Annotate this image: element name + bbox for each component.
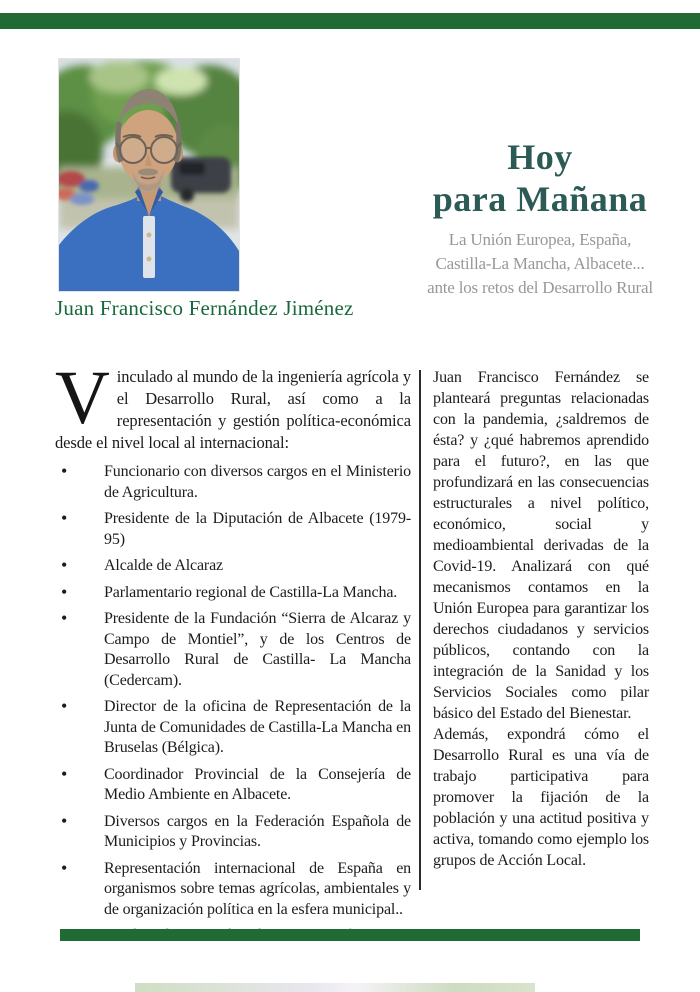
top-green-rule	[0, 13, 700, 29]
bullet-icon: •	[61, 608, 68, 628]
list-item	[55, 859, 411, 921]
list-item-text: Alcalde de Alcaraz	[104, 557, 224, 574]
bullet-icon: •	[61, 810, 68, 831]
list-item-text: Director de la oficina de Representación de la Junta de Comunidades de Castilla-La Mancha en Bruselas (Bélgica).	[104, 698, 411, 756]
list-item	[55, 765, 411, 806]
list-item	[55, 697, 411, 759]
event-title-line-1: Hoy	[507, 137, 573, 177]
event-subtitle	[398, 228, 682, 300]
intro-text: inculado al mundo de la ingeniería agrícola y el Desarrollo Rural, así como a la representación y gestión política-económica desde el nivel local al internacional:	[55, 367, 411, 452]
event-title-block	[398, 136, 682, 300]
bottom-green-rule	[60, 929, 640, 941]
photo-caption: Juan Francisco Fernández Jiménez	[55, 296, 354, 320]
portrait-photo-illustration	[59, 59, 239, 291]
intro-paragraph	[55, 356, 411, 454]
list-item	[55, 509, 411, 550]
column-divider	[419, 370, 421, 890]
right-column-paragraph-1: Juan Francisco Fernández se planteará preguntas relacionadas con la pandemia, ¿saldremos de ésta? y ¿qué habremos aprendido para el futuro?, en las que profundizará en las consecuencias estructurales a nivel político, económico, social y medioambiental derivadas de la Covid-19. Analizará con qué mecanismos contamos en la Unión Europea para garantizar los derechos ciudadanos y servicios públicos, contando con la integración de la Sanidad y los Servicios Sociales como pilar básico del Estado del Bienestar.	[433, 369, 649, 722]
list-item	[55, 812, 411, 853]
event-subtitle-line-3: ante los retos del Desarrollo Rural	[427, 278, 653, 297]
bottom-gradient-rule	[135, 983, 535, 992]
bullet-icon: •	[61, 857, 68, 878]
bullet-icon: •	[61, 581, 68, 602]
bullet-icon: •	[61, 696, 68, 716]
bullet-icon: •	[61, 555, 68, 575]
list-item-text: Representación internacional de España en organismos sobre temas agrícolas, ambientales y de organización política en la esfera municipal..	[104, 859, 411, 918]
event-title-line-2: para Mañana	[432, 179, 648, 219]
right-column	[433, 367, 649, 871]
bullet-icon: •	[61, 763, 68, 784]
bullet-icon: •	[61, 461, 68, 481]
list-item-text: Presidente de la Diputación de Albacete (1979-95)	[104, 510, 411, 548]
right-column-paragraph-2: Además, expondrá cómo el Desarrollo Rural es una vía de trabajo participativa para promover la fijación de la población y una actitud positiva y activa, tomando como ejemplo los grupos de Acción Local.	[433, 726, 649, 869]
list-item	[55, 462, 411, 503]
dropcap-letter: V	[55, 356, 110, 440]
positions-list	[55, 462, 411, 953]
list-item-text: Presidente de la Fundación “Sierra de Alcaraz y Campo de Montiel”, y de los Centros de Desarrollo Rural de Castilla- La Mancha (Cedercam).	[104, 610, 411, 689]
list-item	[55, 556, 411, 577]
portrait-photo	[58, 58, 240, 292]
list-item	[55, 609, 411, 691]
list-item-text: Diversos cargos en la Federación Española de Municipios y Provincias.	[104, 812, 411, 850]
list-item	[55, 583, 411, 604]
list-item-text: Funcionario con diversos cargos en el Ministerio de Agricultura.	[104, 463, 411, 501]
event-subtitle-line-2: Castilla-La Mancha, Albacete...	[435, 254, 645, 273]
bullet-icon: •	[61, 508, 68, 528]
event-subtitle-line-1: La Unión Europea, España,	[448, 230, 632, 249]
list-item-text: Coordinador Provincial de la Consejería de Medio Ambiente en Albacete.	[104, 765, 411, 803]
list-item-text: Parlamentario regional de Castilla-La Mancha.	[104, 583, 398, 601]
